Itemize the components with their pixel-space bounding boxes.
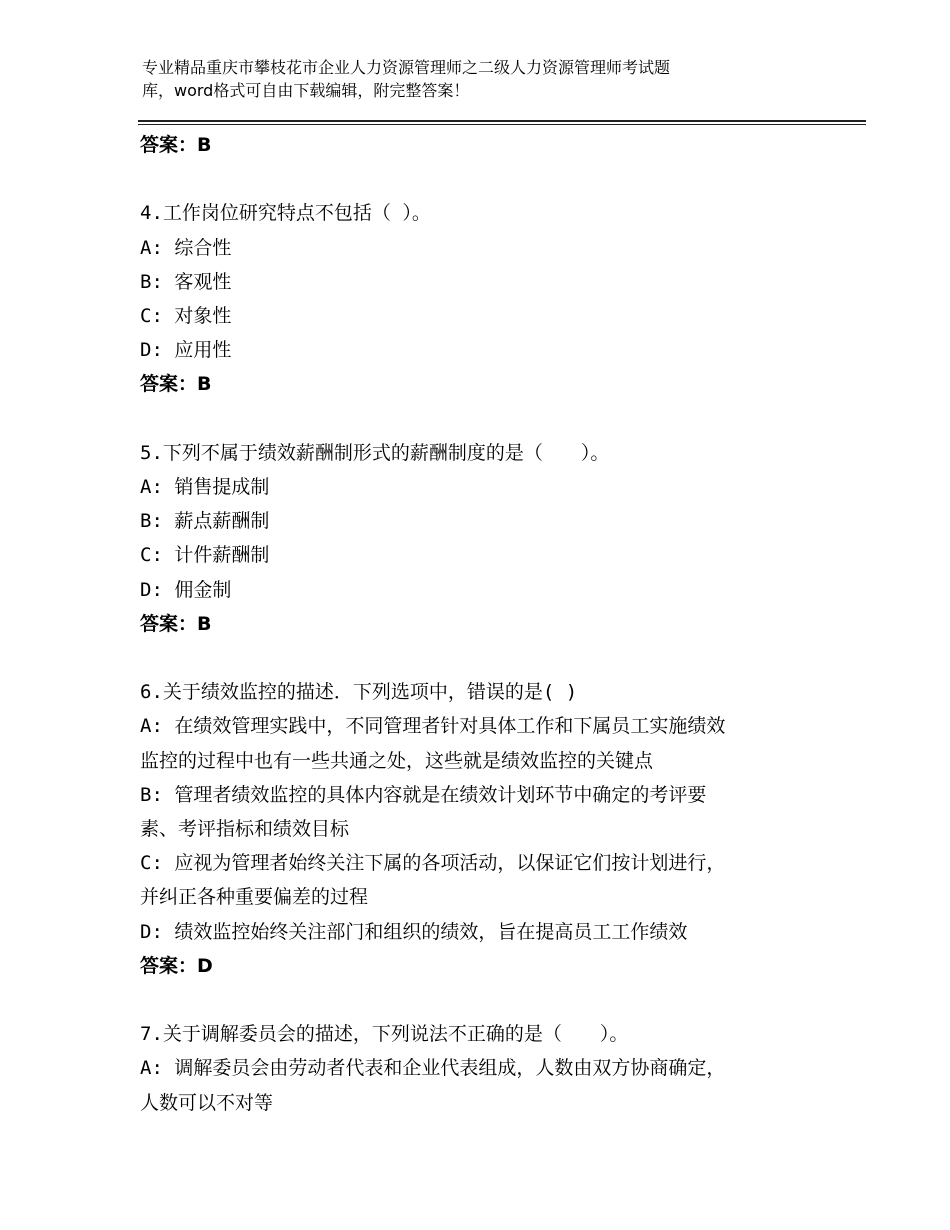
document-header	[142, 56, 782, 102]
option-line: A: 在绩效管理实践中，不同管理者针对具体工作和下属员工实施绩效	[140, 715, 726, 738]
question-line: 4.工作岗位研究特点不包括（ ）。	[140, 202, 431, 225]
header-rule-thin	[138, 124, 866, 125]
paragraph-gap	[140, 162, 820, 196]
header-rule-thick	[138, 120, 866, 122]
answer-line: 答案：B	[140, 373, 212, 396]
option-line: D: 应用性	[140, 339, 232, 362]
paragraph-gap	[140, 641, 820, 675]
paragraph-gap	[140, 983, 820, 1017]
option-line: D: 佣金制	[140, 578, 232, 601]
question-line: 5.下列不属于绩效薪酬制形式的薪酬制度的是（ ）。	[140, 441, 610, 464]
option-line: D: 绩效监控始终关注部门和组织的绩效，旨在提高员工工作绩效	[140, 920, 688, 943]
option-line: B: 管理者绩效监控的具体内容就是在绩效计划环节中确定的考评要	[140, 783, 707, 806]
option-line: 人数可以不对等	[140, 1091, 274, 1114]
header-title-line-2: 库，word格式可自由下载编辑，附完整答案！	[142, 81, 470, 100]
answer-line: 答案：D	[140, 954, 213, 977]
option-line: C: 应视为管理者始终关注下属的各项活动，以保证它们按计划进行，	[140, 852, 726, 875]
option-line: A: 销售提成制	[140, 476, 270, 498]
option-line: C: 计件薪酬制	[140, 544, 270, 567]
option-line: 监控的过程中也有一些共通之处，这些就是绩效监控的关键点	[140, 749, 654, 772]
question-line: 6.关于绩效监控的描述．下列选项中，错误的是( )	[140, 681, 578, 704]
option-line: 素、考评指标和绩效目标	[140, 818, 350, 841]
option-line: A: 调解委员会由劳动者代表和企业代表组成，人数由双方协商确定，	[140, 1057, 726, 1080]
answer-line: 答案：B	[140, 612, 212, 635]
header-title-line-1: 专业精品重庆市攀枝花市企业人力资源管理师之二级人力资源管理师考试题	[142, 58, 671, 77]
option-line: B: 客观性	[140, 270, 232, 293]
option-line: B: 薪点薪酬制	[140, 510, 270, 533]
option-line: 并纠正各种重要偏差的过程	[140, 886, 369, 909]
question-line: 7.关于调解委员会的描述，下列说法不正确的是（ ）。	[140, 1023, 629, 1046]
option-line: A: 综合性	[140, 236, 232, 259]
document-body	[140, 128, 820, 1120]
answer-line: 答案：B	[140, 134, 212, 156]
option-line: C: 对象性	[140, 305, 232, 327]
paragraph-gap	[140, 402, 820, 436]
